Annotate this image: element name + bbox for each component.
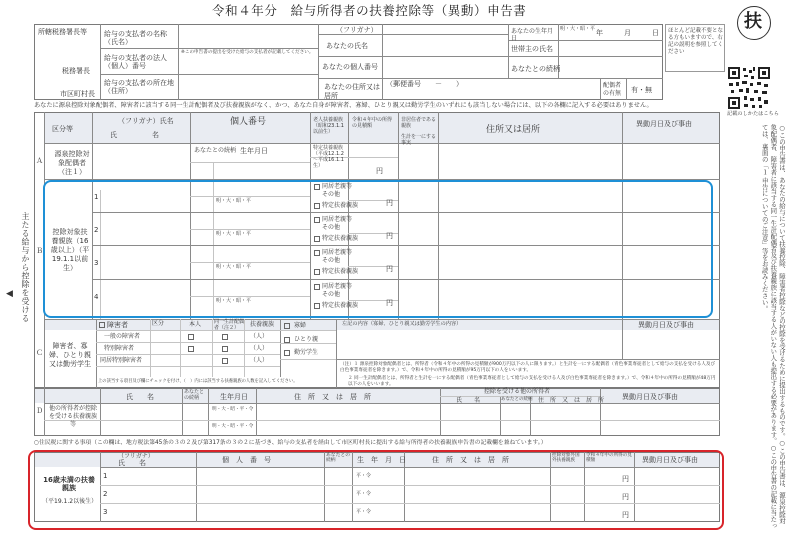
- qr-label: 記載のしかたはこちら: [727, 111, 779, 117]
- dep-4-other-label: その他: [322, 291, 341, 298]
- your-name-input[interactable]: [384, 36, 506, 54]
- other-row2-era: 明・大・昭・平・令: [212, 424, 254, 429]
- your-number-label: あなたの個人番号: [322, 63, 378, 71]
- other-row1-era: 明・大・昭・平・令: [212, 407, 254, 412]
- relationship-input[interactable]: [560, 58, 660, 76]
- main-side-label: 主たる給与から控除を受ける: [21, 212, 30, 323]
- deducting-header: 控除を受ける他の所得者: [484, 388, 551, 395]
- col-birthdate: 生年月日: [240, 147, 268, 155]
- right-notice-text: ほとんど記載不要となる方もいますので、右記の説明を参照してください: [668, 28, 724, 55]
- dep-4-elder-label: 同居老親等: [322, 283, 353, 290]
- dependent-3-number: 3: [94, 259, 99, 267]
- dep-3-yen: 円: [386, 265, 393, 273]
- your-number-input[interactable]: [384, 58, 506, 76]
- resident-furigana: （フリガナ）: [118, 453, 154, 460]
- spouse-general-checkbox[interactable]: [222, 334, 228, 340]
- col-nonresident-sub: 生計を一にする事実: [401, 134, 437, 146]
- category-header: 区分: [152, 320, 165, 327]
- other-change-header: 異動月日及び事由: [622, 393, 678, 401]
- dep-4-yen: 円: [386, 299, 393, 307]
- other-birth-header: 生年月日: [220, 393, 248, 401]
- payer-number-note: ※この申告書の提出を受けた給与の支払者が記載してください。: [181, 50, 314, 55]
- dependent-1-number: 1: [94, 193, 99, 201]
- col-furigana: （フリガナ）氏名: [118, 117, 174, 125]
- deducting-relation: あなたとの続柄: [501, 397, 533, 402]
- payer-address-input[interactable]: [180, 76, 316, 98]
- resident-name-header: 氏 名: [118, 459, 146, 467]
- dep-2-specific-label: 特定扶養親族: [322, 235, 359, 242]
- col-income: 令和４年中の所得の見積額: [352, 117, 393, 129]
- dep-coresident-count[interactable]: （人）: [250, 357, 269, 364]
- year-unit: 年: [596, 29, 603, 37]
- col-individual-number: 個人番号: [230, 117, 267, 127]
- coresident-special: 同居特別障害者: [100, 357, 143, 364]
- col-nonresident: 非居住者である親族: [401, 117, 437, 129]
- dep-1-era: 明・大・昭・平: [216, 198, 252, 204]
- tax-office-input[interactable]: [36, 40, 98, 64]
- dep-1-yen: 円: [386, 199, 393, 207]
- deducting-address: 住 所 又 は 居 所: [538, 397, 605, 404]
- spouse-row-mark: Ａ: [36, 157, 43, 165]
- disability-change-header: 異動月日及び事由: [638, 321, 694, 329]
- dep-2-yen: 円: [386, 232, 393, 240]
- dep-2-era: 明・大・昭・平: [216, 231, 252, 237]
- spouse-label: 配偶者の有無: [603, 82, 622, 97]
- spouse-special-checkbox[interactable]: [222, 346, 228, 352]
- resident-number-header: 個 人 番 号: [222, 456, 271, 464]
- tax-office-label: 所轄税務署長等: [38, 28, 87, 36]
- other-row2-name-input[interactable]: [102, 422, 180, 435]
- day-unit: 日: [652, 29, 659, 37]
- single-parent-label: ひとり親: [294, 336, 319, 343]
- spouse-row-label: 源泉控除対象配偶者（注１）: [54, 150, 90, 176]
- widow-checkbox[interactable]: [284, 323, 290, 329]
- resident-address-header: 住 所 又 は 居 所: [432, 456, 509, 464]
- resident-row-3-number: 3: [103, 508, 108, 516]
- dep-3-specific-label: 特定扶養親族: [322, 268, 359, 275]
- resident-row-2-yen: 円: [622, 493, 629, 501]
- dep-general-count[interactable]: （人）: [250, 333, 269, 340]
- dep-3-other-label: その他: [322, 257, 341, 264]
- dep-4-specific-label: 特定扶養親族: [322, 302, 359, 309]
- col-change: 異動月日及び事由: [636, 120, 692, 128]
- other-mark: Ｄ: [36, 407, 43, 415]
- resident-row-3-era: 平・令: [356, 509, 372, 515]
- working-student-label: 勤労学生: [294, 349, 319, 356]
- dep-3-era: 明・大・昭・平: [216, 264, 252, 270]
- payer-number-input[interactable]: [180, 59, 316, 73]
- dependents-highlight: [43, 180, 713, 318]
- resident-income-header: 令和４年中の所得の見積額: [586, 453, 632, 464]
- dependent-2-number: 2: [94, 226, 99, 234]
- side-arrow-icon: ◀: [6, 289, 13, 299]
- fuyou-badge-text: 扶: [744, 11, 762, 32]
- note-1: （注）１ 源泉控除対象配偶者とは、所得者（令和４年中の所得の見積額が900万円以下の人に限ります。）と生計を一にする配偶者（青色事業専従者として給与の支払を受ける人及び白色事業専従者を除きます。）で、令和４年中の所得の見積額が95万円以下の人をいいます。: [340, 362, 716, 373]
- dep-4-era: 明・大・昭・平: [216, 298, 252, 304]
- disability-mark: Ｃ: [36, 349, 43, 357]
- other-row2-address-input[interactable]: [258, 422, 438, 435]
- col-name-sub: 氏 名: [110, 131, 159, 139]
- spouse-name-input[interactable]: [94, 147, 188, 177]
- same-spouse-label: 同一生計配偶者（注２）: [214, 319, 245, 331]
- col-elderly: 老人扶養親族（昭和23.1.1以前生）: [313, 117, 344, 135]
- self-general-checkbox[interactable]: [188, 334, 194, 340]
- dependent-4-number: 4: [94, 293, 99, 301]
- notice-line: あなたに源泉控除対象配偶者、障害者に該当する同一生計配偶者及び扶養親族がなく、かつ、あなた自身が障害者、寡婦、ひとり親又は勤労学生のいずれにも該当しない場合には、以下の各欄に記入する必要はありません。: [34, 102, 653, 109]
- resident-row-3-yen: 円: [622, 511, 629, 519]
- other-label: 他の所得者が控除を受ける扶養親族等: [48, 405, 97, 428]
- resident-birth-header: 生 年 月 日: [357, 456, 406, 464]
- above-note: 上の該当する項目及び欄にチェックを付け、（ ）内には該当する扶養親族の人数を記入してください。: [98, 379, 298, 384]
- birthday-label: あなたの生年月日: [511, 28, 554, 43]
- spouse-choice[interactable]: 有・無: [631, 86, 652, 94]
- general-disabled: 一般の障害者: [104, 333, 141, 340]
- birthday-era: 明・大・昭・平: [560, 26, 596, 32]
- city-input[interactable]: [36, 80, 60, 98]
- note-2: ２ 同一生計配偶者とは、所得者と生計を一にする配偶者（青色事業専従者として給与の支払を受ける人及び白色事業専従者を除きます。）で、令和４年中の所得の見積額が48万円以下の人をいいます。: [348, 376, 716, 387]
- col-address: 住所又は居所: [486, 125, 541, 135]
- working-student-checkbox[interactable]: [284, 350, 290, 356]
- disabled-checkbox[interactable]: [99, 322, 105, 328]
- other-row1-address-input[interactable]: [258, 405, 438, 419]
- payer-name-label: 給与の支払者の名称（氏名）: [104, 30, 167, 47]
- payer-name-input[interactable]: [180, 26, 316, 46]
- dependents-row-label: 控除対象扶養親族（16歳以上）（平19.1.1以前生）: [50, 228, 90, 273]
- spouse-income-yen: 円: [376, 167, 383, 175]
- resident-sublabel: （平19.1.2以後生）: [42, 498, 98, 505]
- payer-number-label: 給与の支払者の法人（個人）番号: [104, 54, 167, 71]
- spouse-number-input[interactable]: [191, 144, 309, 161]
- other-name-header: 氏 名: [126, 393, 154, 401]
- resident-label: 16歳未満の扶養親族: [43, 476, 95, 493]
- dep-2-elder-label: 同居老親等: [322, 216, 353, 223]
- resident-change-header: 異動月日及び事由: [642, 456, 698, 464]
- self-label: 本人: [189, 321, 202, 328]
- relationship-label: あなたとの続柄: [511, 65, 560, 73]
- city-label: 市区町村長: [60, 90, 95, 98]
- disabled-label: 障害者: [107, 321, 128, 329]
- your-address-label: あなたの住所又は居所: [324, 83, 380, 100]
- spouse-address-input[interactable]: [440, 146, 620, 177]
- other-address-header: 住 所 又 は 居 所: [294, 393, 371, 401]
- col-category: 区分等: [52, 125, 73, 133]
- your-address-input[interactable]: [384, 88, 598, 98]
- dep-1-other-label: その他: [322, 191, 341, 198]
- dependents-row-mark: Ｂ: [36, 247, 43, 255]
- resident-tax-heading: ○住民税に関する事項（この欄は、地方税法第45条の３の２及び第317条の３の２に基づき、給与の支払者を経由して市区町村長に提出する給与所得者の扶養親族申告書の記載欄を兼ねています。）: [34, 440, 547, 446]
- spouse-coresident-checkbox[interactable]: [222, 358, 228, 364]
- resident-row-2-number: 2: [103, 490, 108, 498]
- single-parent-checkbox[interactable]: [284, 337, 290, 343]
- col-specific: 特定扶養親族（平成12.1.2～平成16.1.1生）: [313, 145, 344, 169]
- your-furigana-label: （フリガナ）: [336, 26, 378, 34]
- postal-code: （郵便番号 － ）: [386, 80, 463, 88]
- resident-nonresident-header: 控除対象外国外扶養親族: [552, 453, 580, 464]
- resident-relation-header: あなたとの続柄: [326, 453, 350, 464]
- col-relationship: あなたとの続柄: [194, 147, 237, 154]
- dep-2-other-label: その他: [322, 224, 341, 231]
- widow-label: 寡婦: [294, 322, 307, 329]
- householder-input[interactable]: [560, 42, 660, 54]
- dep-1-elder-label: 同居老親等: [322, 183, 353, 190]
- under16-highlight: [28, 450, 724, 530]
- month-unit: 月: [624, 29, 631, 37]
- resident-row-2-era: 平・令: [356, 491, 372, 497]
- your-name-label: あなたの氏名: [326, 42, 368, 50]
- dep-1-specific-label: 特定扶養親族: [322, 202, 359, 209]
- form-title: 令和４年分 給与所得者の扶養控除等（異動）申告書: [212, 3, 527, 18]
- other-relation-header: あなたとの続柄: [184, 389, 205, 401]
- resident-row-1-yen: 円: [622, 475, 629, 483]
- self-special-checkbox[interactable]: [188, 346, 194, 352]
- disability-label: 障害者、寡婦、ひとり親又は勤労学生: [49, 342, 91, 369]
- furigana-input[interactable]: [384, 26, 506, 34]
- special-disabled: 特別障害者: [104, 345, 135, 352]
- other-row1-name-input[interactable]: [102, 405, 180, 419]
- dependents-label: 扶養親族: [250, 321, 275, 328]
- resident-row-1-era: 平・令: [356, 473, 372, 479]
- qr-code-icon[interactable]: [727, 66, 771, 110]
- instructions-vertical: ○この申告書は、あなたの給与について扶養控除、障害者控除などの控除を受けるために提出するものです。○この申告書は、源泉控除対象配偶者、障害者に該当する同一生計配偶者及び扶養親族に該当する人がいない人も提出する必要があります。○この申告書の記載に当たっては、裏面の「１ 申告についてのご注意」等をお読みください。: [760, 124, 786, 529]
- reason-header: 左記の内容（寡婦、ひとり親又は勤労学生の内容）: [342, 321, 462, 327]
- tax-office-suffix: 税務署長: [62, 67, 90, 75]
- householder-label: 世帯主の氏名: [511, 45, 553, 53]
- deducting-name: 氏 名: [456, 397, 481, 404]
- dep-3-elder-label: 同居老親等: [322, 249, 353, 256]
- dep-special-count[interactable]: （人）: [250, 345, 269, 352]
- resident-row-1-number: 1: [103, 472, 108, 480]
- payer-address-label: 給与の支払者の所在地（住所）: [104, 79, 174, 96]
